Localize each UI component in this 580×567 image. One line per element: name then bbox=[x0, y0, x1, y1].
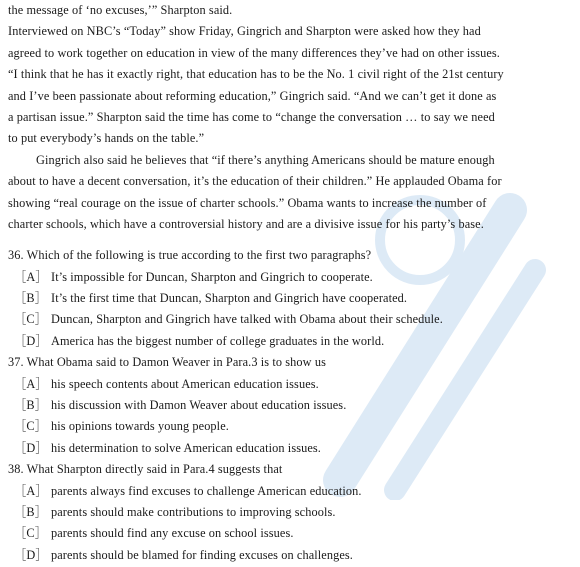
option-label: ［C］ bbox=[14, 526, 48, 541]
option-b[interactable] bbox=[8, 288, 574, 309]
option-label: ［C］ bbox=[14, 312, 48, 327]
option-a[interactable] bbox=[8, 481, 574, 502]
question-stem: 36. Which of the following is true according to the first two paragraphs? bbox=[8, 248, 372, 263]
passage-line: charter schools, which have a controversial history and are a divisive issue for his party’s base. bbox=[8, 216, 484, 231]
passage bbox=[8, 0, 574, 235]
option-text: It’s the first time that Duncan, Sharpton and Gingrich have cooperated. bbox=[51, 291, 408, 306]
document-page bbox=[8, 0, 574, 566]
option-text: his determination to solve American education issues. bbox=[51, 440, 321, 455]
option-a[interactable] bbox=[8, 374, 574, 395]
passage-line: Interviewed on NBC’s “Today” show Friday, Gingrich and Sharpton were asked how they had bbox=[8, 24, 481, 39]
option-text: parents should find any excuse on school issues. bbox=[51, 526, 294, 541]
option-label: ［D］ bbox=[14, 333, 48, 348]
passage-line: agreed to work together on education in view of the many differences they’ve had on other issues. bbox=[8, 45, 500, 60]
option-text: parents should make contributions to improving schools. bbox=[51, 504, 336, 519]
option-text: It’s impossible for Duncan, Sharpton and Gingrich to cooperate. bbox=[51, 269, 373, 284]
option-d[interactable] bbox=[8, 331, 574, 352]
question-36 bbox=[8, 245, 574, 352]
option-label: ［B］ bbox=[14, 504, 48, 519]
option-text: his discussion with Damon Weaver about education issues. bbox=[51, 398, 347, 413]
option-c[interactable] bbox=[8, 523, 574, 544]
question-stem: 37. What Obama said to Damon Weaver in Para.3 is to show us bbox=[8, 355, 326, 370]
option-label: ［C］ bbox=[14, 419, 48, 434]
option-text: his speech contents about American education issues. bbox=[51, 376, 319, 391]
passage-line: and I’ve been passionate about reforming education,” Gingrich said. “And we can’t get it done as bbox=[8, 88, 497, 103]
option-b[interactable] bbox=[8, 395, 574, 416]
option-a[interactable] bbox=[8, 267, 574, 288]
option-d[interactable] bbox=[8, 545, 574, 566]
option-label: ［B］ bbox=[14, 398, 48, 413]
passage-line: the message of ‘no excuses,’” Sharpton said. bbox=[8, 3, 233, 17]
option-c[interactable] bbox=[8, 309, 574, 330]
passage-line: Gingrich also said he believes that “if there’s anything Americans should be mature enough bbox=[36, 152, 495, 167]
option-text: America has the biggest number of college graduates in the world. bbox=[51, 333, 385, 348]
question-38 bbox=[8, 459, 574, 566]
option-text: his opinions towards young people. bbox=[51, 419, 229, 434]
option-text: Duncan, Sharpton and Gingrich have talked with Obama about their schedule. bbox=[51, 312, 443, 327]
option-b[interactable] bbox=[8, 502, 574, 523]
option-c[interactable] bbox=[8, 416, 574, 437]
passage-line: a partisan issue.” Sharpton said the time has come to “change the conversation … to say we need bbox=[8, 109, 495, 124]
option-label: ［D］ bbox=[14, 547, 48, 562]
passage-line: about to have a decent conversation, it’s the education of their children.” He applauded Obama for bbox=[8, 174, 502, 189]
option-label: ［D］ bbox=[14, 440, 48, 455]
question-37 bbox=[8, 352, 574, 459]
option-text: parents should be blamed for finding excuses on challenges. bbox=[51, 547, 353, 562]
passage-line: “I think that he has it exactly right, that education has to be the No. 1 civil right of the 21st century bbox=[8, 67, 504, 82]
option-label: ［A］ bbox=[14, 269, 48, 284]
option-label: ［A］ bbox=[14, 376, 48, 391]
passage-line: to put everybody’s hands on the table.” bbox=[8, 131, 205, 146]
option-text: parents always find excuses to challenge American education. bbox=[51, 483, 362, 498]
passage-line: showing “real courage on the issue of charter schools.” Obama wants to increase the number of bbox=[8, 195, 487, 210]
option-label: ［B］ bbox=[14, 291, 48, 306]
option-label: ［A］ bbox=[14, 483, 48, 498]
question-stem: 38. What Sharpton directly said in Para.4 suggests that bbox=[8, 462, 283, 477]
option-d[interactable] bbox=[8, 438, 574, 459]
